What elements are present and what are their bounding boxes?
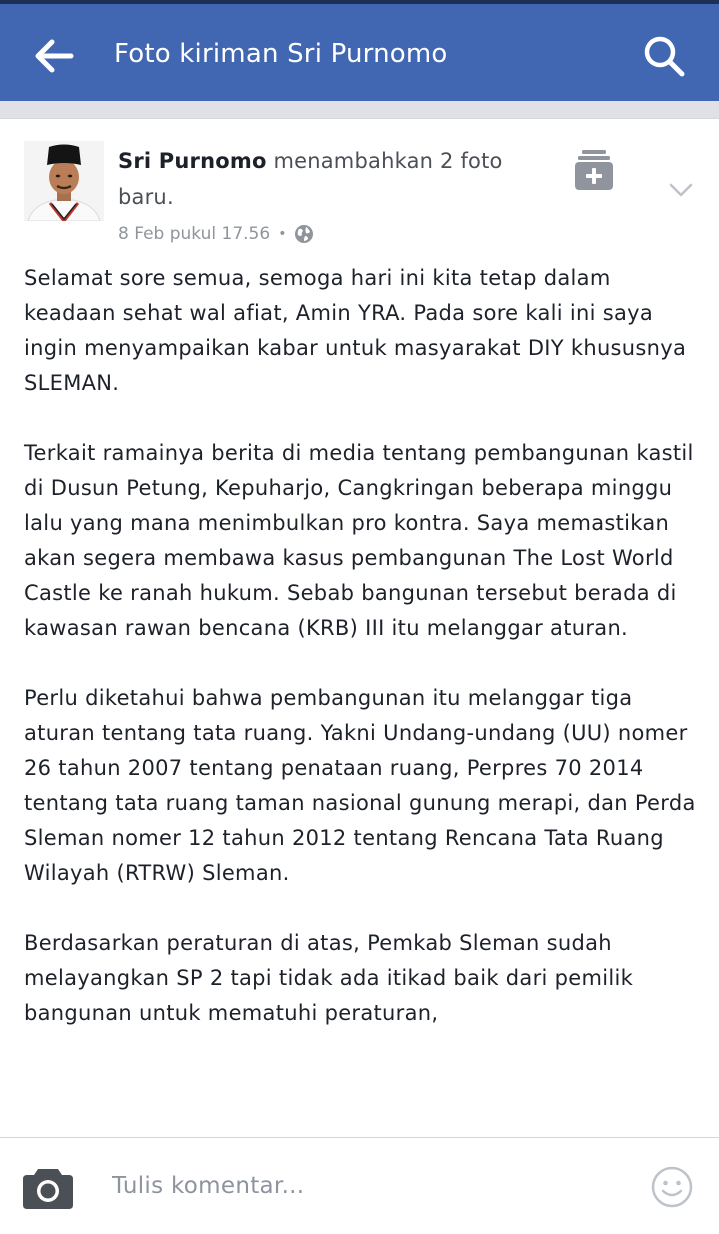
comment-bar: [0, 1137, 719, 1234]
post-paragraph: Perlu diketahui bahwa pembangunan itu melanggar tiga aturan tentang tata ruang. Yakni Undang-undang (UU) nomer 26 tahun 2007 tentang penataan ruang, Perpres 70 2014 tentang tata ruang taman nasional gunung merapi, dan Perda Sleman nomer 12 tahun 2012 tentang Rencana Tata Ruang Wilayah (RTRW) Sleman.: [24, 686, 696, 885]
chevron-down-icon: [668, 182, 694, 198]
search-icon: [642, 34, 686, 78]
post-body: [24, 261, 704, 1066]
comment-input[interactable]: [112, 1166, 612, 1206]
post-options-button[interactable]: [664, 175, 698, 205]
top-app-bar: [0, 0, 719, 101]
meta-separator: •: [278, 226, 287, 242]
arrow-left-icon: [34, 39, 74, 73]
camera-icon: [22, 1164, 74, 1210]
camera-button[interactable]: [22, 1164, 74, 1210]
avatar[interactable]: [24, 141, 104, 221]
smiley-icon: [650, 1165, 694, 1209]
post-paragraph: Berdasarkan peraturan di atas, Pemkab Sleman sudah melayangkan SP 2 tapi tidak ada itikad baik dari pemilik bangunan untuk mematuhi peraturan,: [24, 931, 634, 1025]
post-timestamp[interactable]: 8 Feb pukul 17.56: [118, 224, 271, 244]
post-header: [118, 143, 518, 215]
profile-photo: [24, 141, 104, 221]
post-card: [0, 118, 719, 1149]
page-title: Foto kiriman Sri Purnomo: [114, 39, 448, 69]
post-paragraph: Selamat sore semua, semoga hari ini kita tetap dalam keadaan sehat wal afiat, Amin YRA. Pada sore kali ini saya ingin menyampaikan kabar untuk masyarakat DIY khususnya SLEMAN.: [24, 266, 687, 395]
globe-icon[interactable]: [294, 224, 314, 244]
add-to-album-button[interactable]: [572, 147, 616, 193]
post-paragraph: Terkait ramainya berita di media tentang pembangunan kastil di Dusun Petung, Kepuharjo, Cangkringan beberapa minggu lalu yang mana menimbulkan pro kontra. Saya memastikan akan segera membawa kasus pembangunan The Lost World Castle ke ranah hukum. Sebab bangunan tersebut berada di kawasan rawan bencana (KRB) III itu melanggar aturan.: [24, 441, 694, 640]
author-name[interactable]: Sri Purnomo: [118, 149, 267, 173]
post-action-text: menambahkan 2 foto baru.: [118, 149, 503, 209]
search-button[interactable]: [638, 30, 690, 82]
add-to-album-icon: [572, 147, 616, 193]
emoji-button[interactable]: [650, 1165, 694, 1209]
post-meta: [118, 219, 314, 249]
back-button[interactable]: [30, 34, 78, 78]
